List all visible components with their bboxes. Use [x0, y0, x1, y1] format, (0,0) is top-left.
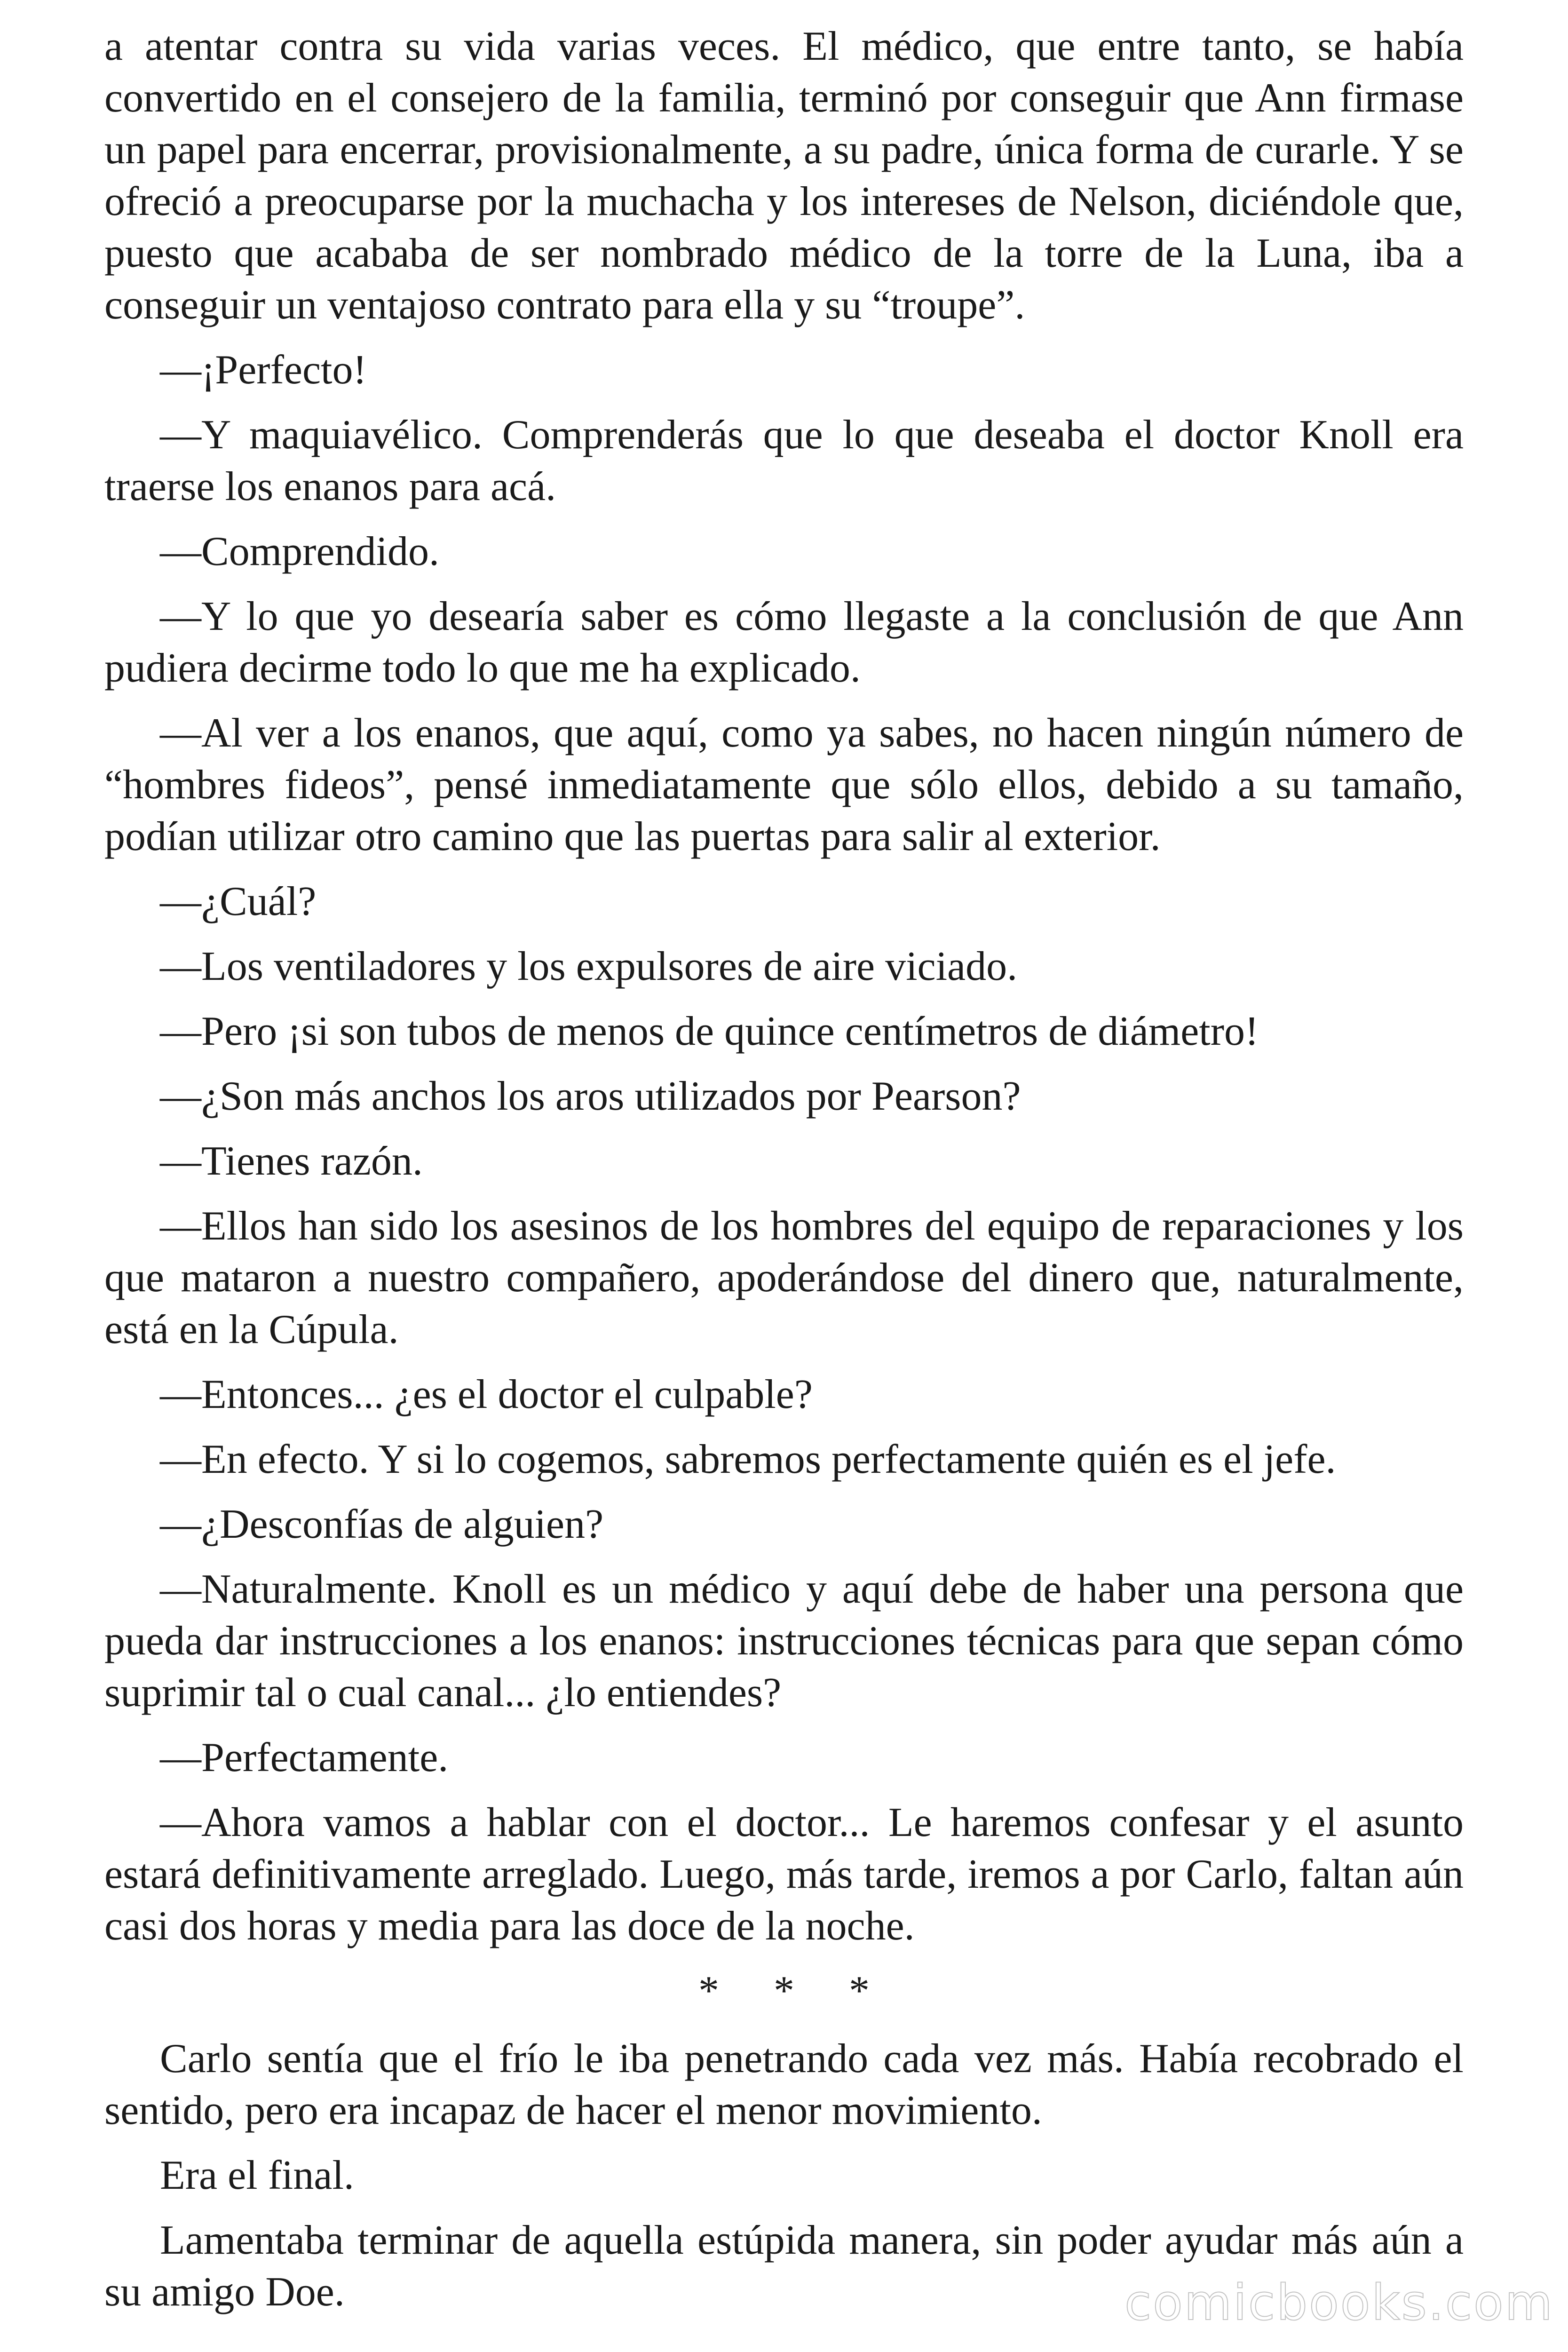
- paragraph: —Pero ¡si son tubos de menos de quince centímetros de diámetro!: [160, 1009, 1259, 1054]
- paragraph: Carlo sentía que el frío le iba penetrando cada vez más. Había recobrado el sentido, pero era incapaz de hacer el menor movimiento.: [104, 2036, 1464, 2133]
- watermark: comicbooks.com: [1124, 2274, 1554, 2331]
- paragraph: —Comprendido.: [160, 529, 439, 574]
- asterisk: *: [774, 1968, 794, 2014]
- paragraph: —En efecto. Y si lo cogemos, sabremos perfectamente quién es el jefe.: [160, 1437, 1336, 1482]
- paragraph: —Entonces... ¿es el doctor el culpable?: [160, 1372, 813, 1417]
- paragraph: —Perfectamente.: [160, 1735, 449, 1780]
- paragraph: —¿Son más anchos los aros utilizados por Pearson?: [160, 1073, 1021, 1119]
- paragraph: a atentar contra su vida varias veces. El médico, que entre tanto, se había convertido en el consejero de la familia, terminó por conseguir que Ann firmase un papel para encerrar, provisionalmente, a su padre, única forma de curarle. Y se ofreció a preocuparse por la muchacha y los intereses de Nelson, diciéndole que, puesto que acababa de ser nombrado médico de la torre de la Luna, iba a conseguir un ventajoso contrato para ella y su “troupe”.: [104, 24, 1464, 328]
- book-page: [104, 0, 1464, 2352]
- paragraph: —¿Cuál?: [160, 879, 317, 924]
- paragraph: —¿Desconfías de alguien?: [160, 1502, 604, 1547]
- paragraph: —Y lo que yo desearía saber es cómo llegaste a la conclusión de que Ann pudiera decirme todo lo que me ha explicado.: [104, 594, 1464, 691]
- asterisk: *: [849, 1968, 870, 2014]
- section-break: [104, 1965, 1464, 2017]
- paragraph: —¡Perfecto!: [160, 347, 367, 393]
- paragraph: Era el final.: [160, 2153, 354, 2198]
- paragraph: —Tienes razón.: [160, 1138, 423, 1184]
- paragraph: —Ellos han sido los asesinos de los hombres del equipo de reparaciones y los que mataron a nuestro compañero, apoderándose del dinero que, naturalmente, está en la Cúpula.: [104, 1203, 1464, 1352]
- paragraph: —Naturalmente. Knoll es un médico y aquí debe de haber una persona que pueda dar instrucciones a los enanos: instrucciones técnicas para que sepan cómo suprimir tal o cual canal... ¿lo entiendes?: [104, 1566, 1464, 1716]
- paragraph: —Al ver a los enanos, que aquí, como ya sabes, no hacen ningún número de “hombres fideos”, pensé inmediatamente que sólo ellos, debido a su tamaño, podían utilizar otro camino que las puertas para salir al exterior.: [104, 710, 1464, 859]
- paragraph: —Los ventiladores y los expulsores de aire viciado.: [160, 944, 1018, 989]
- paragraph: —Ahora vamos a hablar con el doctor... Le haremos confesar y el asunto estará definitivamente arreglado. Luego, más tarde, iremos a por Carlo, faltan aún casi dos horas y media para las doce de la noche.: [104, 1800, 1464, 1949]
- paragraph: —Y maquiavélico. Comprenderás que lo que deseaba el doctor Knoll era traerse los enanos para acá.: [104, 412, 1464, 509]
- asterisk: *: [698, 1968, 719, 2014]
- paragraph: Lamentaba terminar de aquella estúpida manera, sin poder ayudar más aún a su amigo Doe.: [104, 2217, 1464, 2315]
